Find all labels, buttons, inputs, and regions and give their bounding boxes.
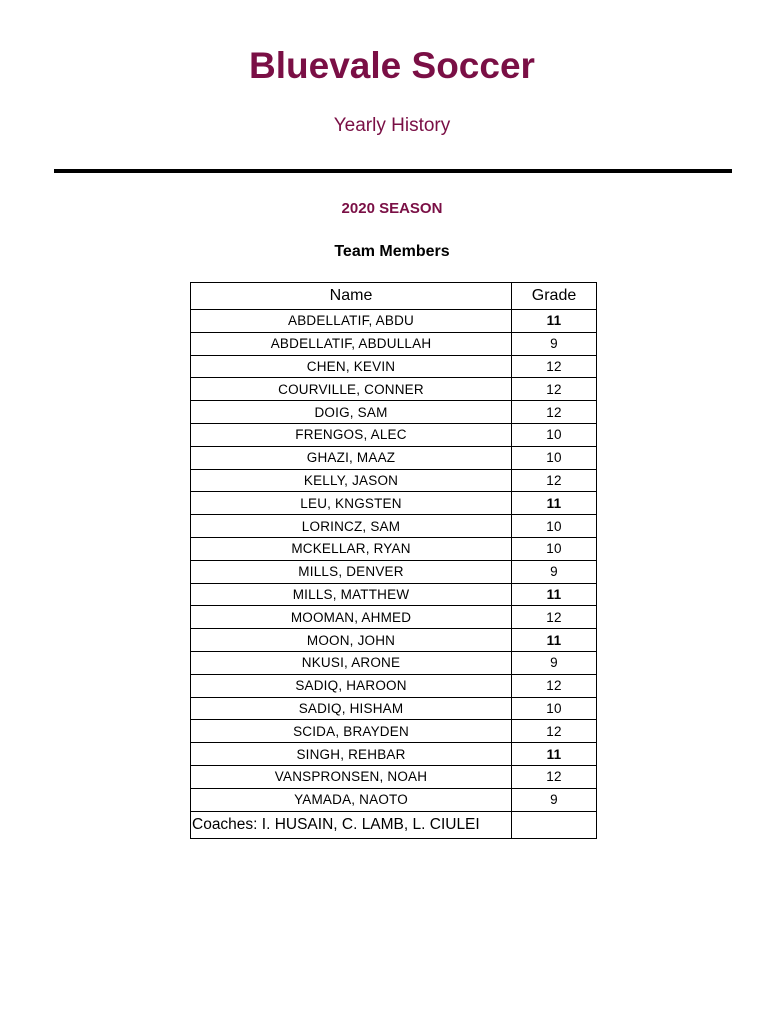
page-title: Bluevale Soccer [249,45,535,86]
table-row [191,629,597,652]
table-row [191,765,597,788]
player-grade-cell: 10 [512,446,597,469]
table-row [191,720,597,743]
table-header-row [191,283,597,310]
player-grade-cell: 10 [512,515,597,538]
column-header-grade: Grade [512,283,597,310]
player-grade-cell: 11 [512,310,597,333]
player-name-cell: MOOMAN, AHMED [191,606,512,629]
player-grade-cell: 9 [512,651,597,674]
player-grade-cell: 11 [512,629,597,652]
player-name-cell: FRENGOS, ALEC [191,423,512,446]
table-row [191,469,597,492]
player-name-cell: SADIQ, HAROON [191,674,512,697]
player-name-cell: MILLS, MATTHEW [191,583,512,606]
horizontal-divider [54,169,732,173]
table-row [191,310,597,333]
player-name-cell: COURVILLE, CONNER [191,378,512,401]
player-grade-cell: 11 [512,583,597,606]
player-name-cell: ABDELLATIF, ABDULLAH [191,332,512,355]
coaches-row [191,811,597,838]
table-row [191,401,597,424]
player-grade-cell: 12 [512,765,597,788]
player-grade-cell: 9 [512,788,597,811]
player-name-cell: LORINCZ, SAM [191,515,512,538]
player-grade-cell: 12 [512,606,597,629]
player-grade-cell: 12 [512,355,597,378]
roster-body [191,310,597,839]
player-name-cell: SADIQ, HISHAM [191,697,512,720]
roster-table [190,282,597,839]
table-row [191,743,597,766]
player-name-cell: KELLY, JASON [191,469,512,492]
player-grade-cell: 10 [512,537,597,560]
season-label: 2020 SEASON [341,200,443,217]
table-row [191,606,597,629]
table-row [191,788,597,811]
table-row [191,537,597,560]
player-name-cell: CHEN, KEVIN [191,355,512,378]
table-row [191,446,597,469]
player-name-cell: GHAZI, MAAZ [191,446,512,469]
column-header-name: Name [191,283,512,310]
player-name-cell: SCIDA, BRAYDEN [191,720,512,743]
table-row [191,560,597,583]
player-name-cell: DOIG, SAM [191,401,512,424]
table-row [191,355,597,378]
player-name-cell: SINGH, REHBAR [191,743,512,766]
table-row [191,583,597,606]
table-row [191,378,597,401]
table-row [191,674,597,697]
table-row [191,492,597,515]
table-row [191,515,597,538]
player-grade-cell: 11 [512,492,597,515]
player-grade-cell: 12 [512,469,597,492]
player-name-cell: MILLS, DENVER [191,560,512,583]
player-grade-cell: 10 [512,697,597,720]
player-grade-cell: 12 [512,674,597,697]
player-name-cell: MCKELLAR, RYAN [191,537,512,560]
coaches-cell: Coaches: I. HUSAIN, C. LAMB, L. CIULEI [191,811,512,838]
coaches-grade-cell [512,811,597,838]
player-name-cell: NKUSI, ARONE [191,651,512,674]
player-name-cell: LEU, KNGSTEN [191,492,512,515]
player-name-cell: YAMADA, NAOTO [191,788,512,811]
player-grade-cell: 12 [512,720,597,743]
table-row [191,651,597,674]
player-name-cell: VANSPRONSEN, NOAH [191,765,512,788]
player-name-cell: ABDELLATIF, ABDU [191,310,512,333]
section-heading: Team Members [334,243,450,260]
player-grade-cell: 12 [512,378,597,401]
player-grade-cell: 9 [512,332,597,355]
page-subtitle: Yearly History [333,115,451,136]
player-grade-cell: 12 [512,401,597,424]
table-row [191,697,597,720]
player-grade-cell: 9 [512,560,597,583]
table-row [191,423,597,446]
player-name-cell: MOON, JOHN [191,629,512,652]
table-row [191,332,597,355]
player-grade-cell: 10 [512,423,597,446]
player-grade-cell: 11 [512,743,597,766]
